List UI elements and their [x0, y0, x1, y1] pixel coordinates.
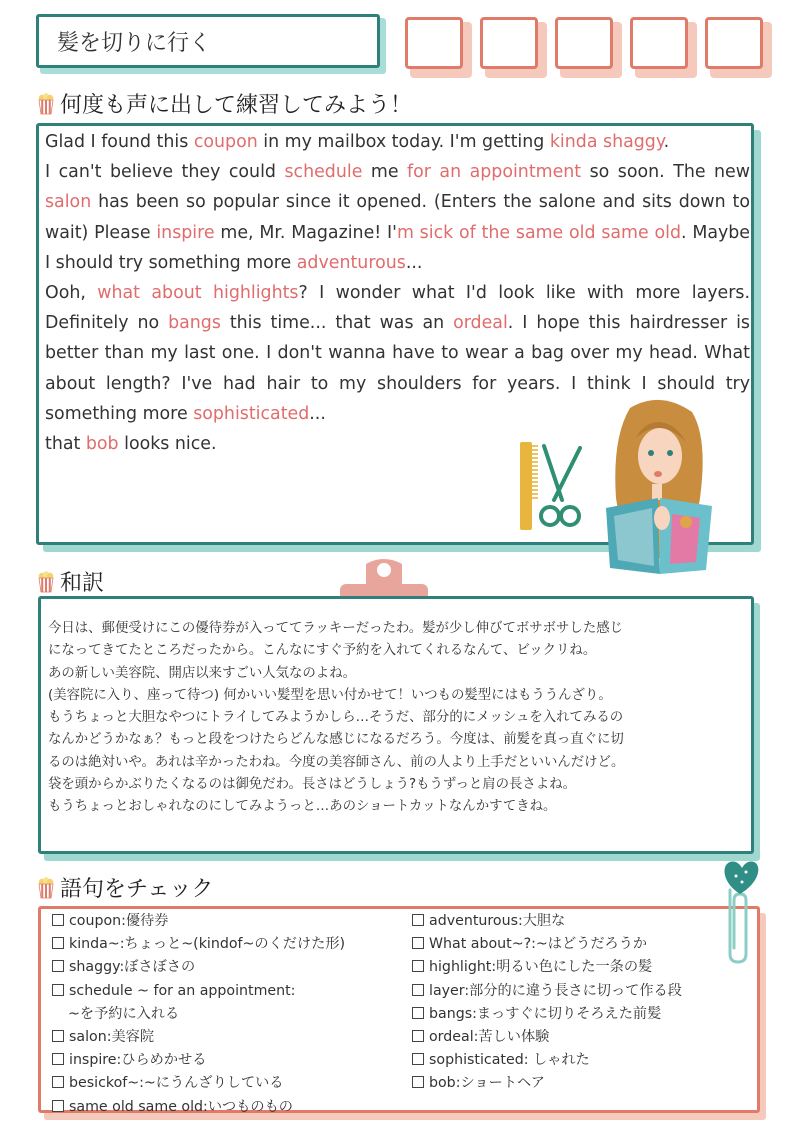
vocab-checkbox[interactable] — [52, 914, 64, 926]
vocab-checkbox[interactable] — [412, 960, 424, 972]
vocab-text: adventurous:大胆な — [429, 913, 566, 929]
translation-line: になってきてたところだったから。こんなにすぐ予約を入れてくれるなんて、ビックリね。 — [48, 643, 597, 659]
vocab-text: same old same old:いつものもの — [69, 1098, 293, 1115]
vocab-checkbox[interactable] — [412, 984, 424, 996]
vocab-text: layer:部分的に違う長さに切って作る段 — [429, 982, 682, 999]
dialogue-segment: ? I wonder what I'd look like with more layers. Definitely no — [45, 283, 750, 334]
translation-line: 袋を頭からかぶりたくなるのは御免だわ。長さはどうしょう?もうずっと肩の長さよね。 — [48, 777, 576, 793]
vocab-item — [52, 956, 345, 979]
dialogue-segment: in my mailbox today. I'm getting — [257, 132, 550, 152]
key-phrase: coupon — [193, 132, 258, 152]
dialogue-paragraph — [45, 127, 750, 157]
vocab-text: salon:美容院 — [69, 1029, 155, 1046]
dialogue-segment: ... — [309, 403, 326, 424]
vocab-text: highlight:明るい色にした一条の髪 — [429, 959, 653, 976]
dialogue-segment: me — [362, 162, 408, 183]
vocab-text: coupon:優待券 — [69, 913, 169, 929]
dialogue-segment: looks nice. — [118, 434, 217, 455]
section-heading-text: 和訳 — [60, 571, 105, 596]
vocab-text: sophisticated: しゃれた — [429, 1052, 590, 1069]
key-phrase: what about highlights — [97, 283, 299, 304]
dialogue-segment: . — [663, 132, 670, 152]
key-phrase: m sick of the same old same old — [396, 222, 681, 243]
vocab-item — [412, 980, 682, 1003]
translation-line: (美容院に入り、座って待つ) 何かいい髪型を思い付かせて！いつもの髪型にはもううんざり。 — [48, 687, 612, 703]
vocab-checkbox[interactable] — [52, 1100, 64, 1112]
check-box[interactable] — [630, 17, 688, 69]
key-phrase: bob — [85, 434, 119, 455]
dialogue-segment: I can't believe they could — [45, 162, 285, 183]
translation-line: もうちょっとおしゃれなのにしてみようっと…あのショートカットなんかすてきね。 — [48, 799, 557, 815]
popcorn-icon — [38, 571, 54, 593]
vocab-checkbox[interactable] — [412, 1030, 424, 1042]
heart-pin-icon — [712, 850, 768, 966]
key-phrase: schedule — [284, 162, 363, 183]
key-phrase: salon — [45, 192, 92, 213]
vocab-item — [52, 1026, 345, 1049]
dialogue-paragraph — [45, 157, 750, 278]
vocab-text: bangs:まっすぐに切りそろえた前髪 — [429, 1005, 662, 1022]
key-phrase: kinda shaggy — [549, 132, 664, 152]
vocab-text: inspire:ひらめかせる — [69, 1052, 207, 1069]
vocab-list-right — [412, 910, 682, 1096]
vocab-item — [412, 1003, 682, 1026]
comb-icon — [520, 442, 538, 530]
vocab-item — [412, 1072, 682, 1095]
vocab-list-left — [52, 910, 345, 1119]
dialogue-segment: Glad I found this — [45, 132, 194, 152]
dialogue-segment: has been so popular since it opened. (Enters the salone and sits down to wait) Please — [45, 192, 750, 243]
vocab-item — [52, 1049, 345, 1072]
vocab-item — [52, 1072, 345, 1095]
translation-line: なんかどうかなぁ？もっと段をつけたらどんな感じになるだろう。今度は、前髪を真っ直ぐに切 — [48, 732, 624, 748]
page-title: 髪を切りに行く — [57, 30, 212, 56]
section-heading-vocab — [38, 872, 213, 903]
dialogue-segment: . I hope this hairdresser is better than my last one. I don't wanna have to wear a bag over my head. What about length? I've had hair to my shoulders for years. I think I should try something more — [45, 313, 750, 424]
vocab-checkbox[interactable] — [52, 1076, 64, 1088]
vocab-item — [412, 1026, 682, 1049]
translation-line: あの新しい美容院、開店以来すごい人気なのよね。 — [48, 665, 356, 681]
vocab-checkbox[interactable] — [412, 1053, 424, 1065]
dialogue-segment: me, Mr. Magazine! I' — [214, 222, 397, 243]
woman-reading-illustration — [600, 398, 720, 578]
vocab-checkbox[interactable] — [52, 1053, 64, 1065]
translation-line: 今日は、郵便受けにこの優待券が入っててラッキーだったわ。髪が少し伸びてボサボサした感じ — [48, 621, 623, 636]
translation-text — [48, 618, 748, 819]
key-phrase: bangs — [168, 313, 221, 334]
dialogue-segment: so soon. The new — [581, 162, 750, 183]
vocab-checkbox[interactable] — [412, 914, 424, 926]
vocab-text: What about~?:~はどうだろうか — [429, 936, 648, 953]
vocab-item — [412, 1049, 682, 1072]
key-phrase: for an appointment — [407, 162, 582, 183]
vocab-item — [412, 956, 682, 979]
vocab-item — [52, 933, 345, 956]
vocab-item — [52, 910, 345, 933]
vocab-text: ~を予約に入れる — [68, 1005, 180, 1022]
page-title-box — [36, 14, 380, 68]
scissors-icon — [541, 446, 580, 525]
check-box[interactable] — [480, 17, 538, 69]
vocab-checkbox[interactable] — [412, 937, 424, 949]
vocab-text: ordeal:苦しい体験 — [429, 1029, 550, 1046]
key-phrase: ordeal — [453, 313, 508, 334]
popcorn-icon — [38, 93, 54, 115]
check-box[interactable] — [405, 17, 463, 69]
vocab-text: besickof~:~にうんざりしている — [69, 1075, 284, 1092]
vocab-checkbox[interactable] — [52, 960, 64, 972]
key-phrase: inspire — [156, 222, 215, 243]
section-heading-text: 何度も声に出して練習してみよう！ — [60, 93, 413, 118]
vocab-item — [412, 933, 682, 956]
vocab-item — [52, 1096, 345, 1119]
vocab-text: shaggy:ぼさぼさの — [69, 959, 196, 976]
vocab-item — [52, 980, 345, 1003]
section-heading-translation — [38, 566, 104, 597]
dialogue-segment: this time... that was an — [220, 313, 454, 334]
section-heading-practice — [38, 88, 412, 119]
check-box[interactable] — [705, 17, 763, 69]
dialogue-segment: Ooh, — [45, 283, 98, 304]
vocab-checkbox[interactable] — [52, 984, 64, 996]
comb-scissors-illustration — [514, 436, 594, 536]
popcorn-icon — [38, 877, 54, 899]
vocab-checkbox[interactable] — [412, 1076, 424, 1088]
section-heading-text: 語句をチェック — [60, 877, 214, 902]
vocab-text: kinda~:ちょっと~(kindof~のくだけた形) — [69, 936, 346, 953]
key-phrase: adventurous — [296, 252, 406, 273]
vocab-text: bob:ショートヘア — [429, 1075, 545, 1092]
dialogue-segment: ... — [405, 252, 423, 273]
vocab-checkbox[interactable] — [52, 937, 64, 949]
dialogue-segment: . Maybe I should try something more — [45, 222, 751, 273]
vocab-item — [52, 1003, 345, 1026]
dialogue-segment: that — [45, 434, 86, 455]
vocab-checkbox[interactable] — [412, 1007, 424, 1019]
translation-line: るのは絶対いや。あれは辛かったわね。今度の美容師さん、前の人より上手だといいんだけど。 — [48, 754, 625, 770]
key-phrase: sophisticated — [193, 403, 310, 424]
vocab-checkbox[interactable] — [52, 1030, 64, 1042]
vocab-text: schedule ~ for an appointment: — [69, 982, 296, 999]
translation-line: もうちょっと大胆なやつにトライしてみようかしら…そうだ、部分的にメッシュを入れてみるの — [48, 710, 624, 726]
vocab-item — [412, 910, 682, 933]
check-box[interactable] — [555, 17, 613, 69]
